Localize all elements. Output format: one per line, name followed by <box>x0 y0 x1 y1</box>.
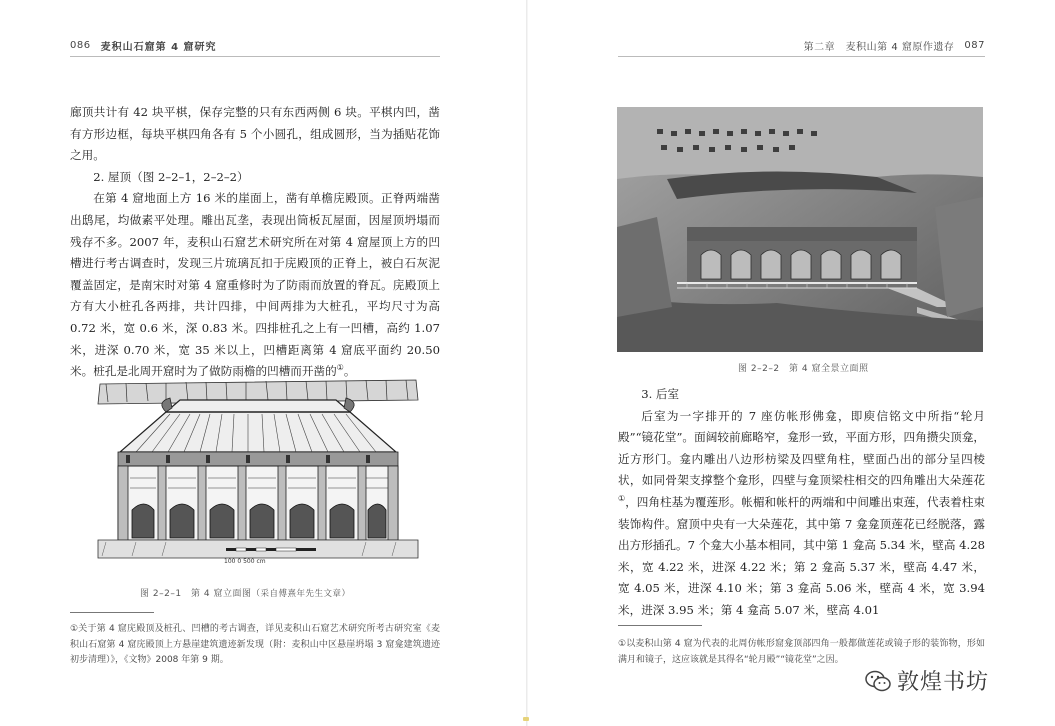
paragraph-roof-text: 在第 4 窟地面上方 16 米的崖面上，凿有单檐庑殿顶。正脊两端凿出鸱尾，均做素平处理。雕出瓦垄，表现出筒板瓦屋面，因屋顶坍塌而残存不多。2007 年，麦积山石窟艺术研究所在对第 4 窟屋顶上方的凹槽进行考古调查时，发现三片琉璃瓦扣于庑殿顶的正脊上，被白石灰泥覆盖固定，是南宋时对第 4 窟重修时为了防雨而放置的脊瓦。庑殿顶上方有大小桩孔各两排，共计四排，中间两排为大桩孔，平均尺寸为高 0.72 米，宽 0.6 米，深 0.83 米。四排桩孔之上有一凹槽，高约 1.07 米，进深 0.70 米，宽 35 米以上，凹槽距离第 4 窟底平面约 20.50 米。桩孔是北周开窟时为了做防雨檐的凹槽而开凿的 <box>70 191 440 379</box>
figure-caption-elevation <box>140 586 351 599</box>
wechat-icon <box>865 670 891 692</box>
left-body-text <box>70 102 440 383</box>
left-page <box>0 0 526 726</box>
paragraph-roof-panels: 廊顶共计有 42 块平棋，保存完整的只有东西两侧 6 块。平棋内凹，凿有方形边框，每块平棋四角各有 5 个小圆孔，组成圆形，当为插贴花饰之用。 <box>70 105 440 163</box>
footnote-mark[interactable]: ① <box>336 363 344 373</box>
right-page <box>528 0 1055 726</box>
right-running-title: 第二章 麦积山第 4 窟原作遗存 <box>803 42 955 53</box>
right-running-head <box>804 38 985 53</box>
right-page-number: 087 <box>964 40 985 51</box>
left-page-number: 086 <box>70 40 91 51</box>
scale-bar-label: 100 0 500 cm <box>224 558 266 565</box>
watermark-text: 敦煌书坊 <box>897 670 990 695</box>
watermark <box>865 665 989 696</box>
right-header-rule <box>618 56 985 57</box>
figure-caption-text: 图 2–2–1 第 4 窟立面图 <box>140 589 252 599</box>
footnote-mark[interactable]: ① <box>618 494 626 504</box>
photo-caption: 图 2–2–2 第 4 窟全景立面照 <box>738 364 869 374</box>
section-heading-rear-chamber: 3. 后室 <box>641 387 680 401</box>
paragraph-rear-chamber <box>618 406 985 622</box>
left-header-rule <box>70 56 440 57</box>
panorama-photo <box>617 107 983 352</box>
section-heading-roof: 2. 屋顶（图 2–2–1，2–2–2） <box>93 169 249 184</box>
paragraph-roof-end: 。 <box>343 364 356 379</box>
footnote-right: ①以麦积山第 4 窟为代表的北周仿帐形窟龛顶部四角一般都做莲花或镜子形的装饰物，形如满月和镜子，这应该就是其得名“轮月殿”“镜花堂”之因。 <box>618 639 985 665</box>
paragraph-rear-chamber-rest: ，四角柱基为覆莲形。帐楣和帐杆的两端和中间雕出束莲，代表着柱束装饰构件。窟顶中央有一大朵莲花，其中第 7 龛龛顶莲花已经脱落，露出方形插孔。7 个龛大小基本相同，其中第 1 龛高 5.34 米，壁高 4.28 米，宽 4.22 米，进深 4.22 米；第 2 龛高 5.37 米，壁高 4.47 米，宽 4.05 米，进深 4.10 米；第 3 龛高 5.06 米，壁高 4 米，宽 3.94 米，进深 3.95 米；第 4 龛高 5.07 米，壁高 4.01 <box>618 494 985 617</box>
footnote-left: ①关于第 4 窟庑殿顶及桩孔、凹槽的考古调查，详见麦积山石窟艺术研究所考古研究室《麦积山石窟第 4 窟庑殿顶上方悬崖建筑遗迹新发现（附：麦积山中区悬崖坍塌 3 窟龛建筑遗迹初步清理）》，《文物》2008 年第 9 期。 <box>70 624 440 665</box>
footnote-rule-right <box>618 625 702 626</box>
scale-bar <box>226 548 316 551</box>
binding-marker <box>523 717 529 721</box>
elevation-drawing <box>96 378 420 566</box>
left-running-title: 麦积山石窟第 4 窟研究 <box>100 42 217 53</box>
footnote-rule-left <box>70 612 154 613</box>
left-running-head <box>70 38 217 53</box>
paragraph-roof <box>70 188 440 382</box>
figure-source: （采自傅熹年先生文章） <box>251 589 351 599</box>
right-body-text <box>618 384 985 622</box>
paragraph-rear-chamber-text: 后室为一字排开的 7 座仿帐形佛龛，即庾信铭文中所指“轮月殿”“镜花堂”。面阔较前廊略窄，龛形一致，平面方形，四角攒尖顶龛，近方形门。龛内雕出八边形枋梁及四壁角柱，壁面凸出的部分呈四棱状，如同骨架支撑整个龛形，四壁与龛顶梁柱相交的四角雕出大朵莲花 <box>618 408 985 488</box>
